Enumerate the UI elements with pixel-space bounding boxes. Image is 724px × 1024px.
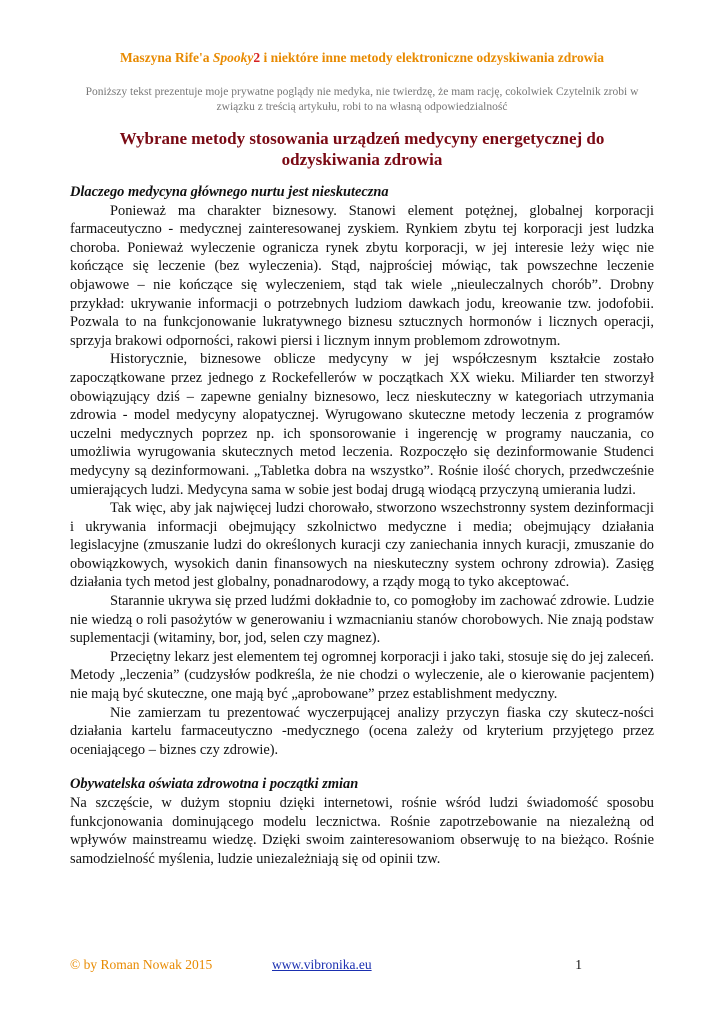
section-spacer [70,759,654,775]
paragraph-1: Ponieważ ma charakter biznesowy. Stanowi element potężnej, globalnej korporacji farmaceutyczno - medycznej zainteresowanej zyskiem. Rynkiem zbytu tej korporacji jest ludzka choroba. Ponieważ wyleczenie ogranicza rynek zbytu korporacji, w jej interesie leży więc nie kończące się leczenie (bez wyleczenia). Stąd, najprościej mówiąc, tak powszechne leczenie objawowe – nie kończące się wyleczeniem, stąd tak wiele „nieuleczalnych chorób”. Drobny przykład: ukrywanie informacji o potrzebnych ludziom dawkach jodu, kreowanie tzw. jodofobii. Pozwala to na funkcjonowanie lukratywnego biznesu sztucznych hormonów i licznych operacji, sprzyja brakowi odporności, rakowi piersi i licznym innym problemom zdrowotnym. [70,202,654,349]
paragraph-2: Historycznie, biznesowe oblicze medycyny w jej współczesnym kształcie zostało zapoczątkowane przez jednego z Rockefellerów w początkach XX wieku. Miliarder ten stworzył obowiązujący dziś – zapewne genialny biznesowo, lecz nieskuteczny w kategoriach utrzymania zdrowia - model medycyny alopatycznej. Wyrugowano skuteczne metody leczenia z programów uczelni medycznych poprzez np. ich sponsorowanie i ingerencję w programy nauczania, co umożliwia wyrugowania skutecznych metod leczenia. Rozpoczęło się dezinformowanie Studenci medycyny są dezinformowani. „Tabletka dobra na wszystko”. Rośnie ilość chorych, przedwcześnie umierających ludzi. Medycyna sama w sobie jest bodaj drugą wiodącą przyczyną umierania ludzi. [70,351,654,498]
page-number: 1 [575,957,582,972]
section-title: Wybrane metody stosowania urządzeń medycyny energetycznej do odzyskiwania zdrowia [119,129,605,169]
footer-website-link[interactable]: www.vibronika.eu [272,957,372,972]
header-title-prefix: Maszyna Rife'a [119,50,213,65]
footer-copyright: © by Roman Nowak 2015 [70,957,213,972]
paragraph-6: Nie zamierzam tu prezentować wyczerpującej analizy przyczyn fiaska czy skutecz-ności działania kartelu farmaceutyczno -medycznego (ocena zależy od kryterium przyjętego przez oceniającego – biznes czy zdrowie). [70,704,654,758]
header-title-suffix: i niektóre inne metody elektroniczne odzyskiwania zdrowia [260,50,605,65]
subheading-1: Dlaczego medycyna głównego nurtu jest nieskuteczna [70,184,389,200]
paragraph-7: Na szczęście, w dużym stopniu dzięki internetowi, rośnie wśród ludzi świadomość sposobu funkcjonowania dominującego modelu lecznictwa. Rośnie zapotrzebowanie na niezależną od wpływów mainstreamu wiedzę. Dzięki swoim zainteresowaniom obserwuję to na bieżąco. Rośnie samodzielność myślenia, ludzie uniezależniają się od opinii tzw. [70,795,654,867]
paragraph-4: Starannie ukrywa się przed ludźmi dokładnie to, co pomogłoby im zachować zdrowie. Ludzie nie wiedzą o roli pasożytów w generowaniu i wzmacnianiu stanów chorobowych. Nie znają podstaw suplementacji (witaminy, bor, jod, selen czy magnez). [70,593,654,647]
page-header-title [0,50,724,66]
article-body [70,183,654,868]
paragraph-5: Przeciętny lekarz jest elementem tej ogromnej korporacji i jako taki, stosuje się do jej zaleceń. Metody „leczenia” (cudzysłów podkreśla, że nie chodzi o wyleczenie, ale o kierowanie pacjentem) nie mają być skuteczne, one mają być „aprobowane” przez establishment medyczny. [70,648,654,703]
header-brand-number: 2 [253,50,261,65]
subheading-2: Obywatelska oświata zdrowotna i początki zmian [70,776,359,793]
header-brand-name: Spooky [212,50,254,65]
disclaimer-text: Poniższy tekst prezentuje moje prywatne poglądy nie medyka, nie twierdzę, że mam rację, cokolwiek Czytelnik zrobi w związku z treścią artykułu, robi to na własną odpowiedzialność [85,86,639,113]
paragraph-3: Tak więc, aby jak najwięcej ludzi chorowało, stworzono wszechstronny system dezinformacji i ukrywania informacji obejmujący szkolnictwo medyczne i media; obejmujący działania legislacyjne (zmuszanie ludzi do określonych kuracji czy zaniechania innych kuracji, zmuszanie do obowiązkowych, wysokich danin finansowych na nieskuteczny system ochrony zdrowia). Zasięg działania tych metod jest globalny, ponadnarodowy, a rządy mogą to tyko akceptować. [70,500,654,591]
